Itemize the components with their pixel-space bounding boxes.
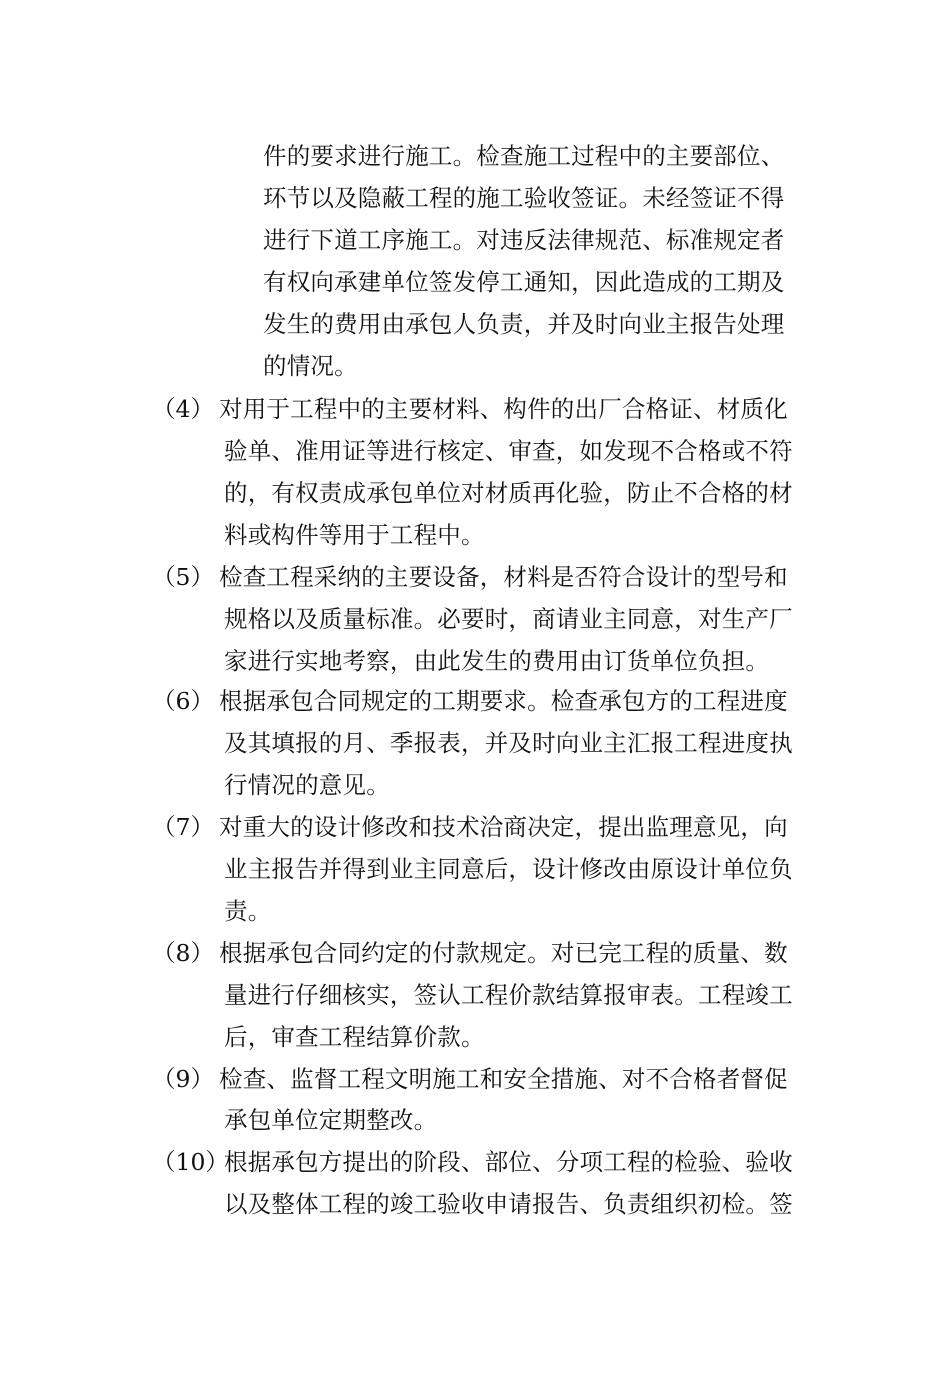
item-number: （6） [152,687,214,715]
paragraph-line: 业主报告并得到业主同意后，设计修改由原设计单位负 [224,855,793,883]
paragraph-line: 的情况。 [263,352,358,380]
paragraph-line: 对用于工程中的主要材料、构件的出厂合格证、材质化 [219,395,788,423]
paragraph-line: 后，审查工程结算价款。 [224,1023,485,1051]
paragraph-line: 发生的费用由承包人负责，并及时向业主报告处理 [263,310,785,338]
paragraph-line: 以及整体工程的竣工验收申请报告、负责组织初检。签 [224,1190,793,1218]
paragraph-line: 责。 [224,897,272,925]
item-number: （4） [152,395,214,423]
item-number: （8） [152,939,214,967]
paragraph-line: 检查工程采纳的主要设备，材料是否符合设计的型号和 [219,563,788,591]
paragraph-line: 环节以及隐蔽工程的施工验收签证。未经签证不得 [263,184,785,212]
paragraph-line: 及其填报的月、季报表，并及时向业主汇报工程进度执 [224,729,793,757]
paragraph-line: 的，有权责成承包单位对材质再化验，防止不合格的材 [224,479,793,507]
paragraph-line: 根据承包合同规定的工期要求。检查承包方的工程进度 [219,687,788,715]
item-number: （10） [152,1148,229,1176]
paragraph-line: 进行下道工序施工。对违反法律规范、标准规定者 [263,226,785,254]
paragraph-line: 规格以及质量标准。必要时，商请业主同意，对生产厂 [224,605,793,633]
item-number: （5） [152,563,214,591]
paragraph-line: 检查、监督工程文明施工和安全措施、对不合格者督促 [219,1065,788,1093]
item-number: （7） [152,813,214,841]
paragraph-line: 根据承包方提出的阶段、部位、分项工程的检验、验收 [224,1148,793,1176]
item-number: （9） [152,1065,214,1093]
paragraph-line: 承包单位定期整改。 [224,1106,438,1134]
paragraph-line: 对重大的设计修改和技术洽商决定，提出监理意见，向 [219,813,788,841]
paragraph-line: 验单、准用证等进行核定、审查，如发现不合格或不符 [224,437,793,465]
paragraph-line: 行情况的意见。 [224,771,390,799]
paragraph-line: 料或构件等用于工程中。 [224,521,485,549]
paragraph-line: 有权向承建单位签发停工通知，因此造成的工期及 [263,268,785,296]
paragraph-line: 根据承包合同约定的付款规定。对已完工程的质量、数 [219,939,788,967]
paragraph-line: 件的要求进行施工。检查施工过程中的主要部位、 [263,142,785,170]
paragraph-line: 家进行实地考察，由此发生的费用由订货单位负担。 [224,647,770,675]
paragraph-line: 量进行仔细核实，签认工程价款结算报审表。工程竣工 [224,981,793,1009]
